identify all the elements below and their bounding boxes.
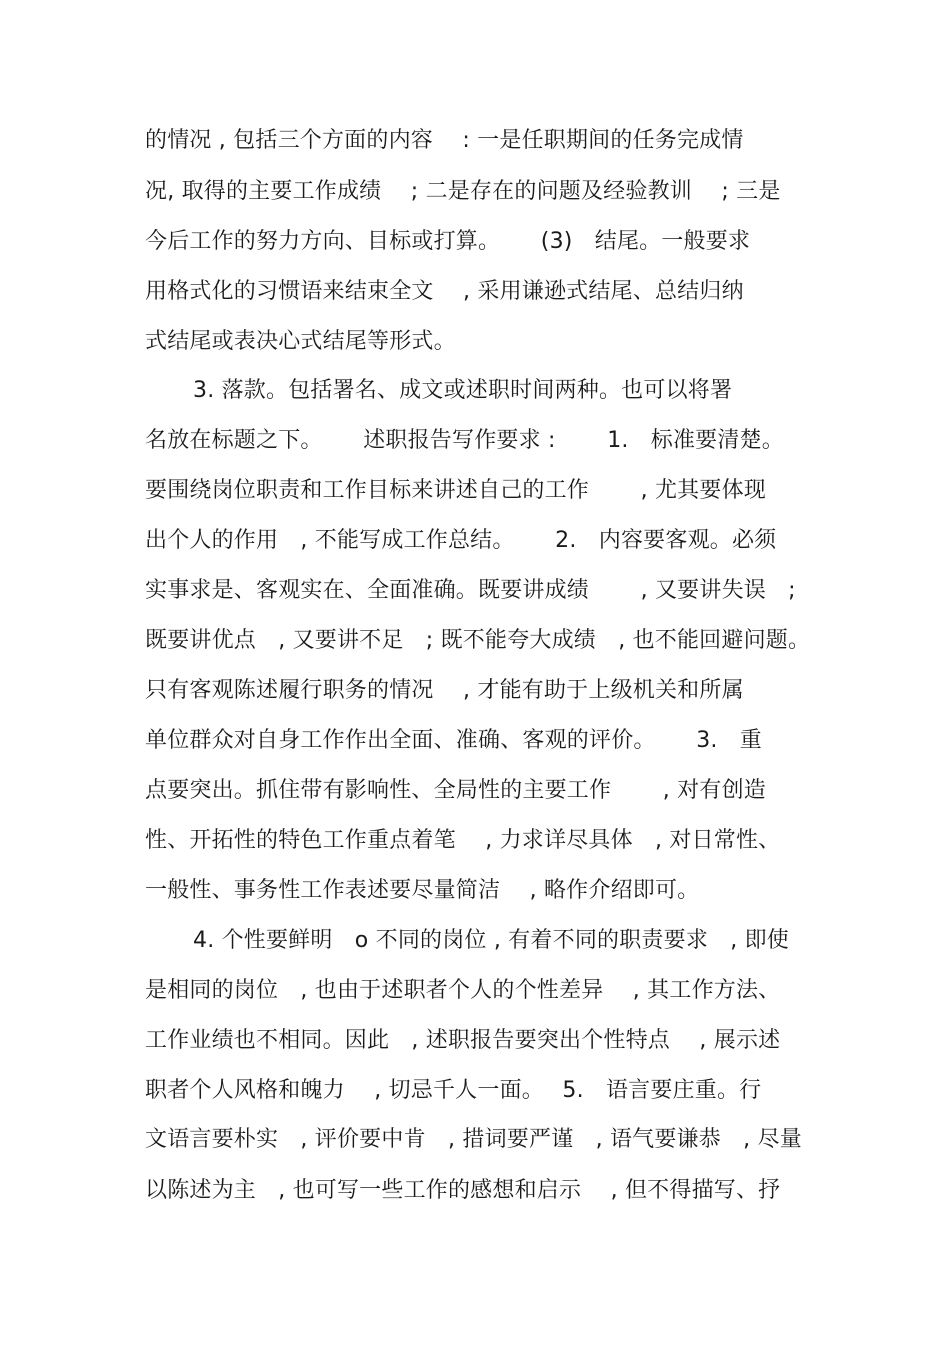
text-line: 用格式化的习惯语来结束全文 , 采用谦逊式结尾、总结归纳 xyxy=(145,279,744,304)
text-line: 点要突出。抓住带有影响性、全局性的主要工作 , 对有创造 xyxy=(145,778,766,803)
text-line: 出个人的作用 , 不能写成工作总结。 2. 内容要客观。必须 xyxy=(145,528,777,553)
text-line: 式结尾或表决心式结尾等形式。 xyxy=(145,329,456,354)
text-line: 只有客观陈述履行职务的情况 , 才能有助于上级机关和所属 xyxy=(145,678,744,703)
text-line: 工作业绩也不相同。因此 , 述职报告要突出个性特点 , 展示述 xyxy=(145,1028,781,1053)
text-line: 况, 取得的主要工作成绩 ; 二是存在的问题及经验教训 ; 三是 xyxy=(145,179,781,204)
text-line: 是相同的岗位 , 也由于述职者个人的个性差异 , 其工作方法、 xyxy=(145,978,781,1003)
text-line: 今后工作的努力方向、目标或打算。 (3) 结尾。一般要求 xyxy=(145,229,751,254)
text-line: 既要讲优点 , 又要讲不足 ; 既不能夸大成绩 , 也不能回避问题。 xyxy=(145,628,811,653)
text-line: 以陈述为主 , 也可写一些工作的感想和启示 , 但不得描写、抒 xyxy=(145,1178,781,1203)
text-line: 要围绕岗位职责和工作目标来讲述自己的工作 , 尤其要体现 xyxy=(145,478,766,503)
text-line: 一般性、事务性工作表述要尽量简洁 , 略作介绍即可。 xyxy=(145,878,700,903)
text-line: 的情况 , 包括三个方面的内容 : 一是任职期间的任务完成情 xyxy=(145,128,744,153)
text-line: 性、开拓性的特色工作重点着笔 , 力求详尽具体 , 对日常性、 xyxy=(145,828,781,853)
text-line: 单位群众对自身工作作出全面、准确、客观的评价。 3. 重 xyxy=(145,728,762,753)
text-line: 实事求是、客观实在、全面准确。既要讲成绩 , 又要讲失误 ; xyxy=(145,578,796,603)
text-line: 3. 落款。包括署名、成文或述职时间两种。也可以将署 xyxy=(193,378,733,403)
text-line: 名放在标题之下。 述职报告写作要求 : 1. 标准要清楚。 xyxy=(145,428,784,453)
text-line: 文语言要朴实 , 评价要中肯 , 措词要严谨 , 语气要谦恭 , 尽量 xyxy=(145,1127,802,1152)
text-line: 职者个人风格和魄力 , 切忌千人一面。 5. 语言要庄重。行 xyxy=(145,1078,762,1103)
text-line: 4. 个性要鲜明 o 不同的岗位 , 有着不同的职责要求 , 即使 xyxy=(193,928,790,953)
